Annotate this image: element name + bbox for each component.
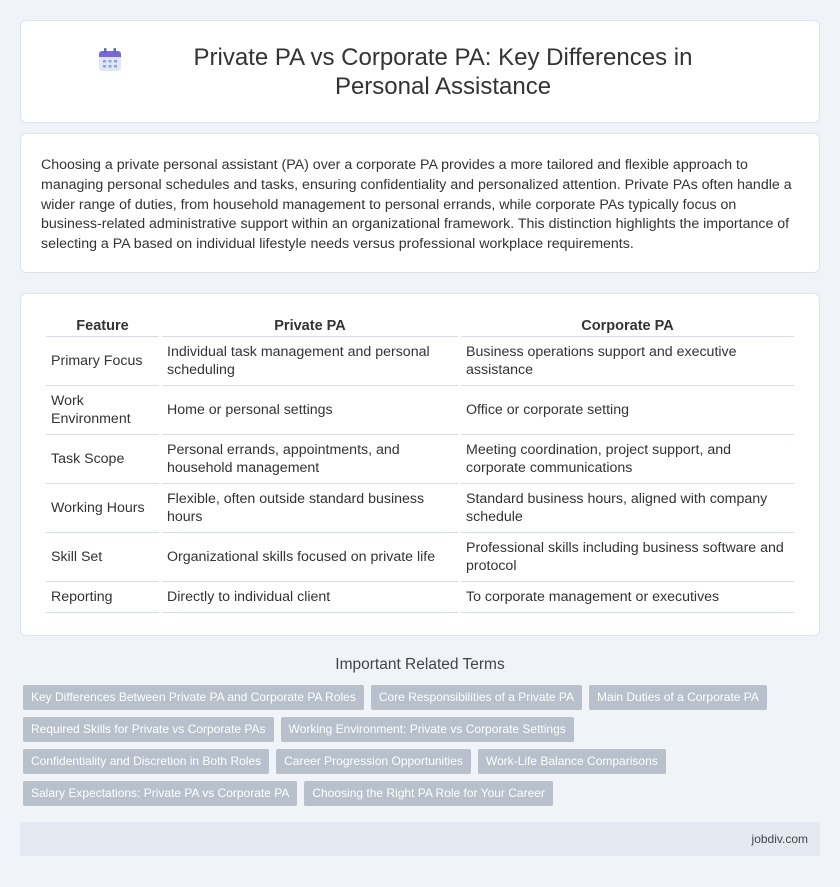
table-cell-feature: Skill Set — [46, 533, 159, 582]
related-tag[interactable]: Core Responsibilities of a Private PA — [371, 685, 582, 710]
related-tag[interactable]: Required Skills for Private vs Corporate PAs — [23, 717, 274, 742]
footer — [20, 822, 820, 856]
related-tag[interactable]: Main Duties of a Corporate PA — [589, 685, 767, 710]
table-row — [46, 582, 794, 613]
table-cell-feature: Working Hours — [46, 484, 159, 533]
table-cell-corporate: To corporate management or executives — [461, 582, 794, 613]
related-tag[interactable]: Choosing the Right PA Role for Your Career — [304, 781, 553, 806]
table-row — [46, 386, 794, 435]
related-tag[interactable]: Salary Expectations: Private PA vs Corporate PA — [23, 781, 297, 806]
table-cell-private: Directly to individual client — [162, 582, 458, 613]
page-title: Private PA vs Corporate PA: Key Differences in Personal Assistance — [193, 43, 693, 100]
table-cell-private: Personal errands, appointments, and household management — [162, 435, 458, 484]
comparison-table — [43, 312, 797, 613]
related-tag[interactable]: Confidentiality and Discretion in Both Roles — [23, 749, 269, 774]
title-wrap — [97, 43, 743, 101]
related-tag[interactable]: Work-Life Balance Comparisons — [478, 749, 666, 774]
table-row — [46, 337, 794, 386]
table-cell-private: Individual task management and personal scheduling — [162, 337, 458, 386]
related-terms-section — [0, 656, 840, 806]
table-row — [46, 533, 794, 582]
related-tag[interactable]: Career Progression Opportunities — [276, 749, 471, 774]
intro-paragraph: Choosing a private personal assistant (PA) over a corporate PA provides a more tailored and flexible approach to managing personal schedules and tasks, ensuring confidentiality and personalized attention. Private PAs often handle a wider range of duties, from household management to personal errands, while corporate PAs typically focus on business-related administrative support within an organizational framework. This distinction highlights the importance of selecting a PA based on individual lifestyle needs versus professional workplace requirements. — [41, 157, 792, 253]
related-terms-title: Important Related Terms — [335, 656, 505, 673]
table-header-row — [46, 312, 794, 337]
related-tag[interactable]: Key Differences Between Private PA and Corporate PA Roles — [23, 685, 364, 710]
related-tag[interactable]: Working Environment: Private vs Corporate Settings — [281, 717, 574, 742]
related-tags — [0, 685, 840, 806]
table-cell-corporate: Professional skills including business software and protocol — [461, 533, 794, 582]
table-cell-feature: Primary Focus — [46, 337, 159, 386]
table-cell-corporate: Office or corporate setting — [461, 386, 794, 435]
header-feature: Feature — [46, 312, 159, 337]
table-cell-feature: Reporting — [46, 582, 159, 613]
table-cell-corporate: Meeting coordination, project support, and corporate communications — [461, 435, 794, 484]
table-cell-feature: Task Scope — [46, 435, 159, 484]
calendar-icon — [97, 47, 123, 73]
table-cell-private: Flexible, often outside standard business hours — [162, 484, 458, 533]
table-cell-private: Home or personal settings — [162, 386, 458, 435]
table-cell-feature: Work Environment — [46, 386, 159, 435]
title-card — [20, 20, 820, 123]
table-row — [46, 484, 794, 533]
intro-card — [20, 133, 820, 273]
table-cell-corporate: Business operations support and executive assistance — [461, 337, 794, 386]
header-corporate-pa: Corporate PA — [461, 312, 794, 337]
header-private-pa: Private PA — [162, 312, 458, 337]
comparison-table-card — [20, 293, 820, 636]
footer-site-link[interactable]: jobdiv.com — [751, 832, 808, 846]
table-row — [46, 435, 794, 484]
table-cell-corporate: Standard business hours, aligned with company schedule — [461, 484, 794, 533]
table-cell-private: Organizational skills focused on private life — [162, 533, 458, 582]
